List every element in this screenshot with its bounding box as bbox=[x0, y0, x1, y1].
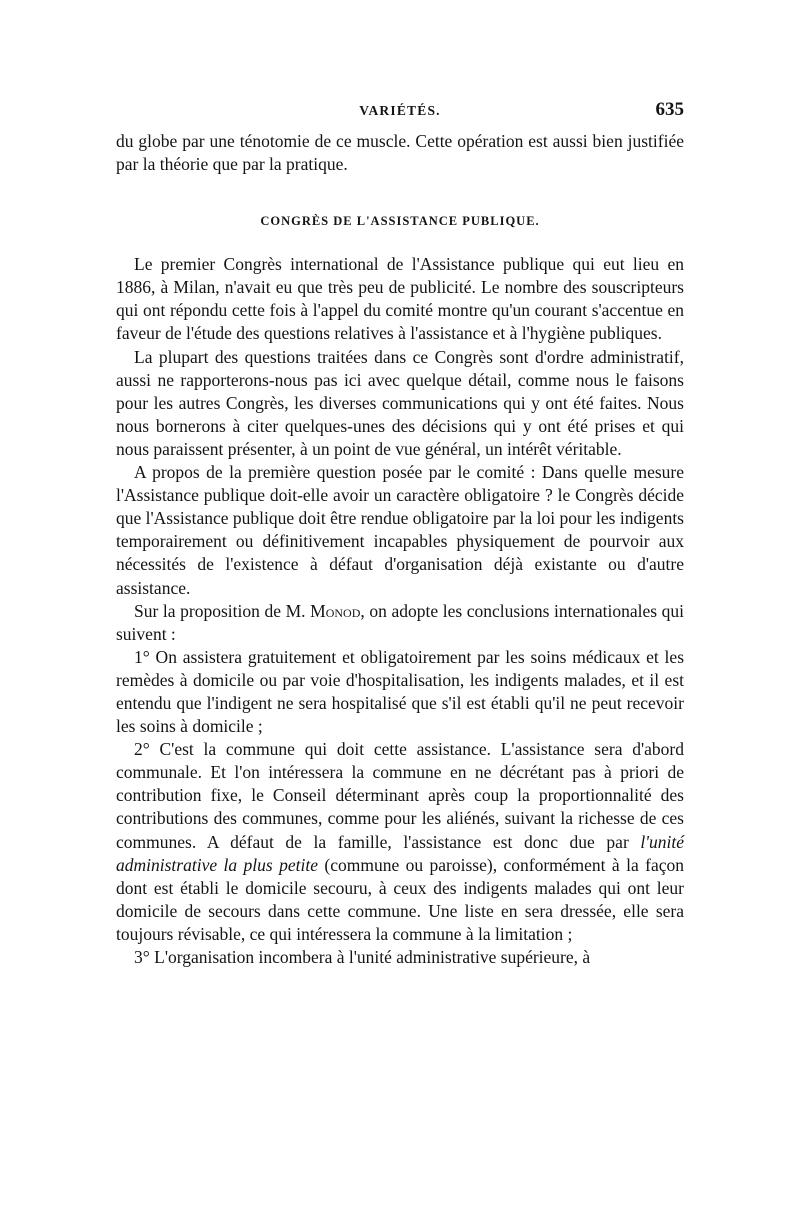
author-name-monod: Monod bbox=[310, 600, 361, 621]
paragraph-6 bbox=[116, 738, 684, 946]
paragraph-3: A propos de la première question posée par le comité : Dans quelle mesure l'Assistance publique doit-elle avoir un caractère obligatoire ? le Congrès décide que l'Assistance publique doit être rendue obligatoire par la loi pour les indigents temporairement ou définitivement incapables physiquement de pourvoir aux nécessités de l'existence à défaut d'organisation déjà existante ou d'autre assistance. bbox=[116, 462, 684, 598]
paragraph-7: 3° L'organisation incombera à l'unité administrative supérieure, à bbox=[134, 947, 591, 967]
paragraph-6-text-before: 2° C'est la commune qui doit cette assistance. L'assistance sera d'abord communale. Et l'on intéressera la commune en ne décrétant pas à priori de contribution fixe, le Conseil déterminant après coup la proportionnalité des contributions des communes, comme pour les aliénés, suivant la richesse de ces communes. A défaut de la famille, l'assistance est donc due par bbox=[116, 739, 684, 852]
paragraph-6-italic-phrase: l'unité administrative la plus petite bbox=[116, 831, 684, 875]
paragraph-4-text-after: , on adopte les conclusions internationales qui suivent : bbox=[116, 600, 684, 644]
paragraph-5: 1° On assistera gratuitement et obligatoirement par les soins médicaux et les remèdes à domicile ou par voie d'hospitalisation, les indigents malades, et il est entendu que l'indigent ne sera hospitalisé que s'il est établi qu'il ne peut recevoir les soins à domicile ; bbox=[116, 646, 684, 737]
running-head bbox=[116, 99, 684, 125]
paragraph-2: La plupart des questions traitées dans ce Congrès sont d'ordre administratif, aussi ne rapporterons-nous pas ici avec quelque détail, comme nous le faisons pour les autres Congrès, les diverses communications qui y ont été faites. Nous nous bornerons à citer quelques-unes des décisions qui y ont été prises et qui nous paraissent présenter, à un point de vue général, un intérêt véritable. bbox=[116, 346, 684, 459]
section-heading: CONGRÈS DE L'ASSISTANCE PUBLIQUE. bbox=[260, 214, 540, 229]
paragraph-4-text-before: Sur la proposition de M. bbox=[134, 600, 311, 621]
intro-paragraph: du globe par une ténotomie de ce muscle. Cette opération est aussi bien justifiée par la théorie que par la pratique. bbox=[116, 131, 684, 175]
text-block bbox=[116, 130, 684, 969]
page-number: 635 bbox=[655, 99, 684, 120]
paragraph-4 bbox=[116, 600, 684, 646]
running-title: VARIÉTÉS. bbox=[359, 103, 441, 118]
paragraph-6-text-after: (commune ou paroisse), conformément à la façon dont est établi le domicile secouru, à ceux des indigents malades qui ont leur domicile de secours dans cette commune. Une liste en sera dressée, elle sera toujours révisable, ce qui intéressera la commune à la limitation ; bbox=[116, 854, 685, 944]
paragraph-1: Le premier Congrès international de l'Assistance publique qui eut lieu en 1886, à Milan, n'avait eu que très peu de publicité. Le nombre des souscripteurs qui ont répondu cette fois à l'appel du comité montre qu'un courant s'accentue en faveur de l'étude des questions relatives à l'assistance et à l'hygiène publiques. bbox=[116, 254, 684, 344]
